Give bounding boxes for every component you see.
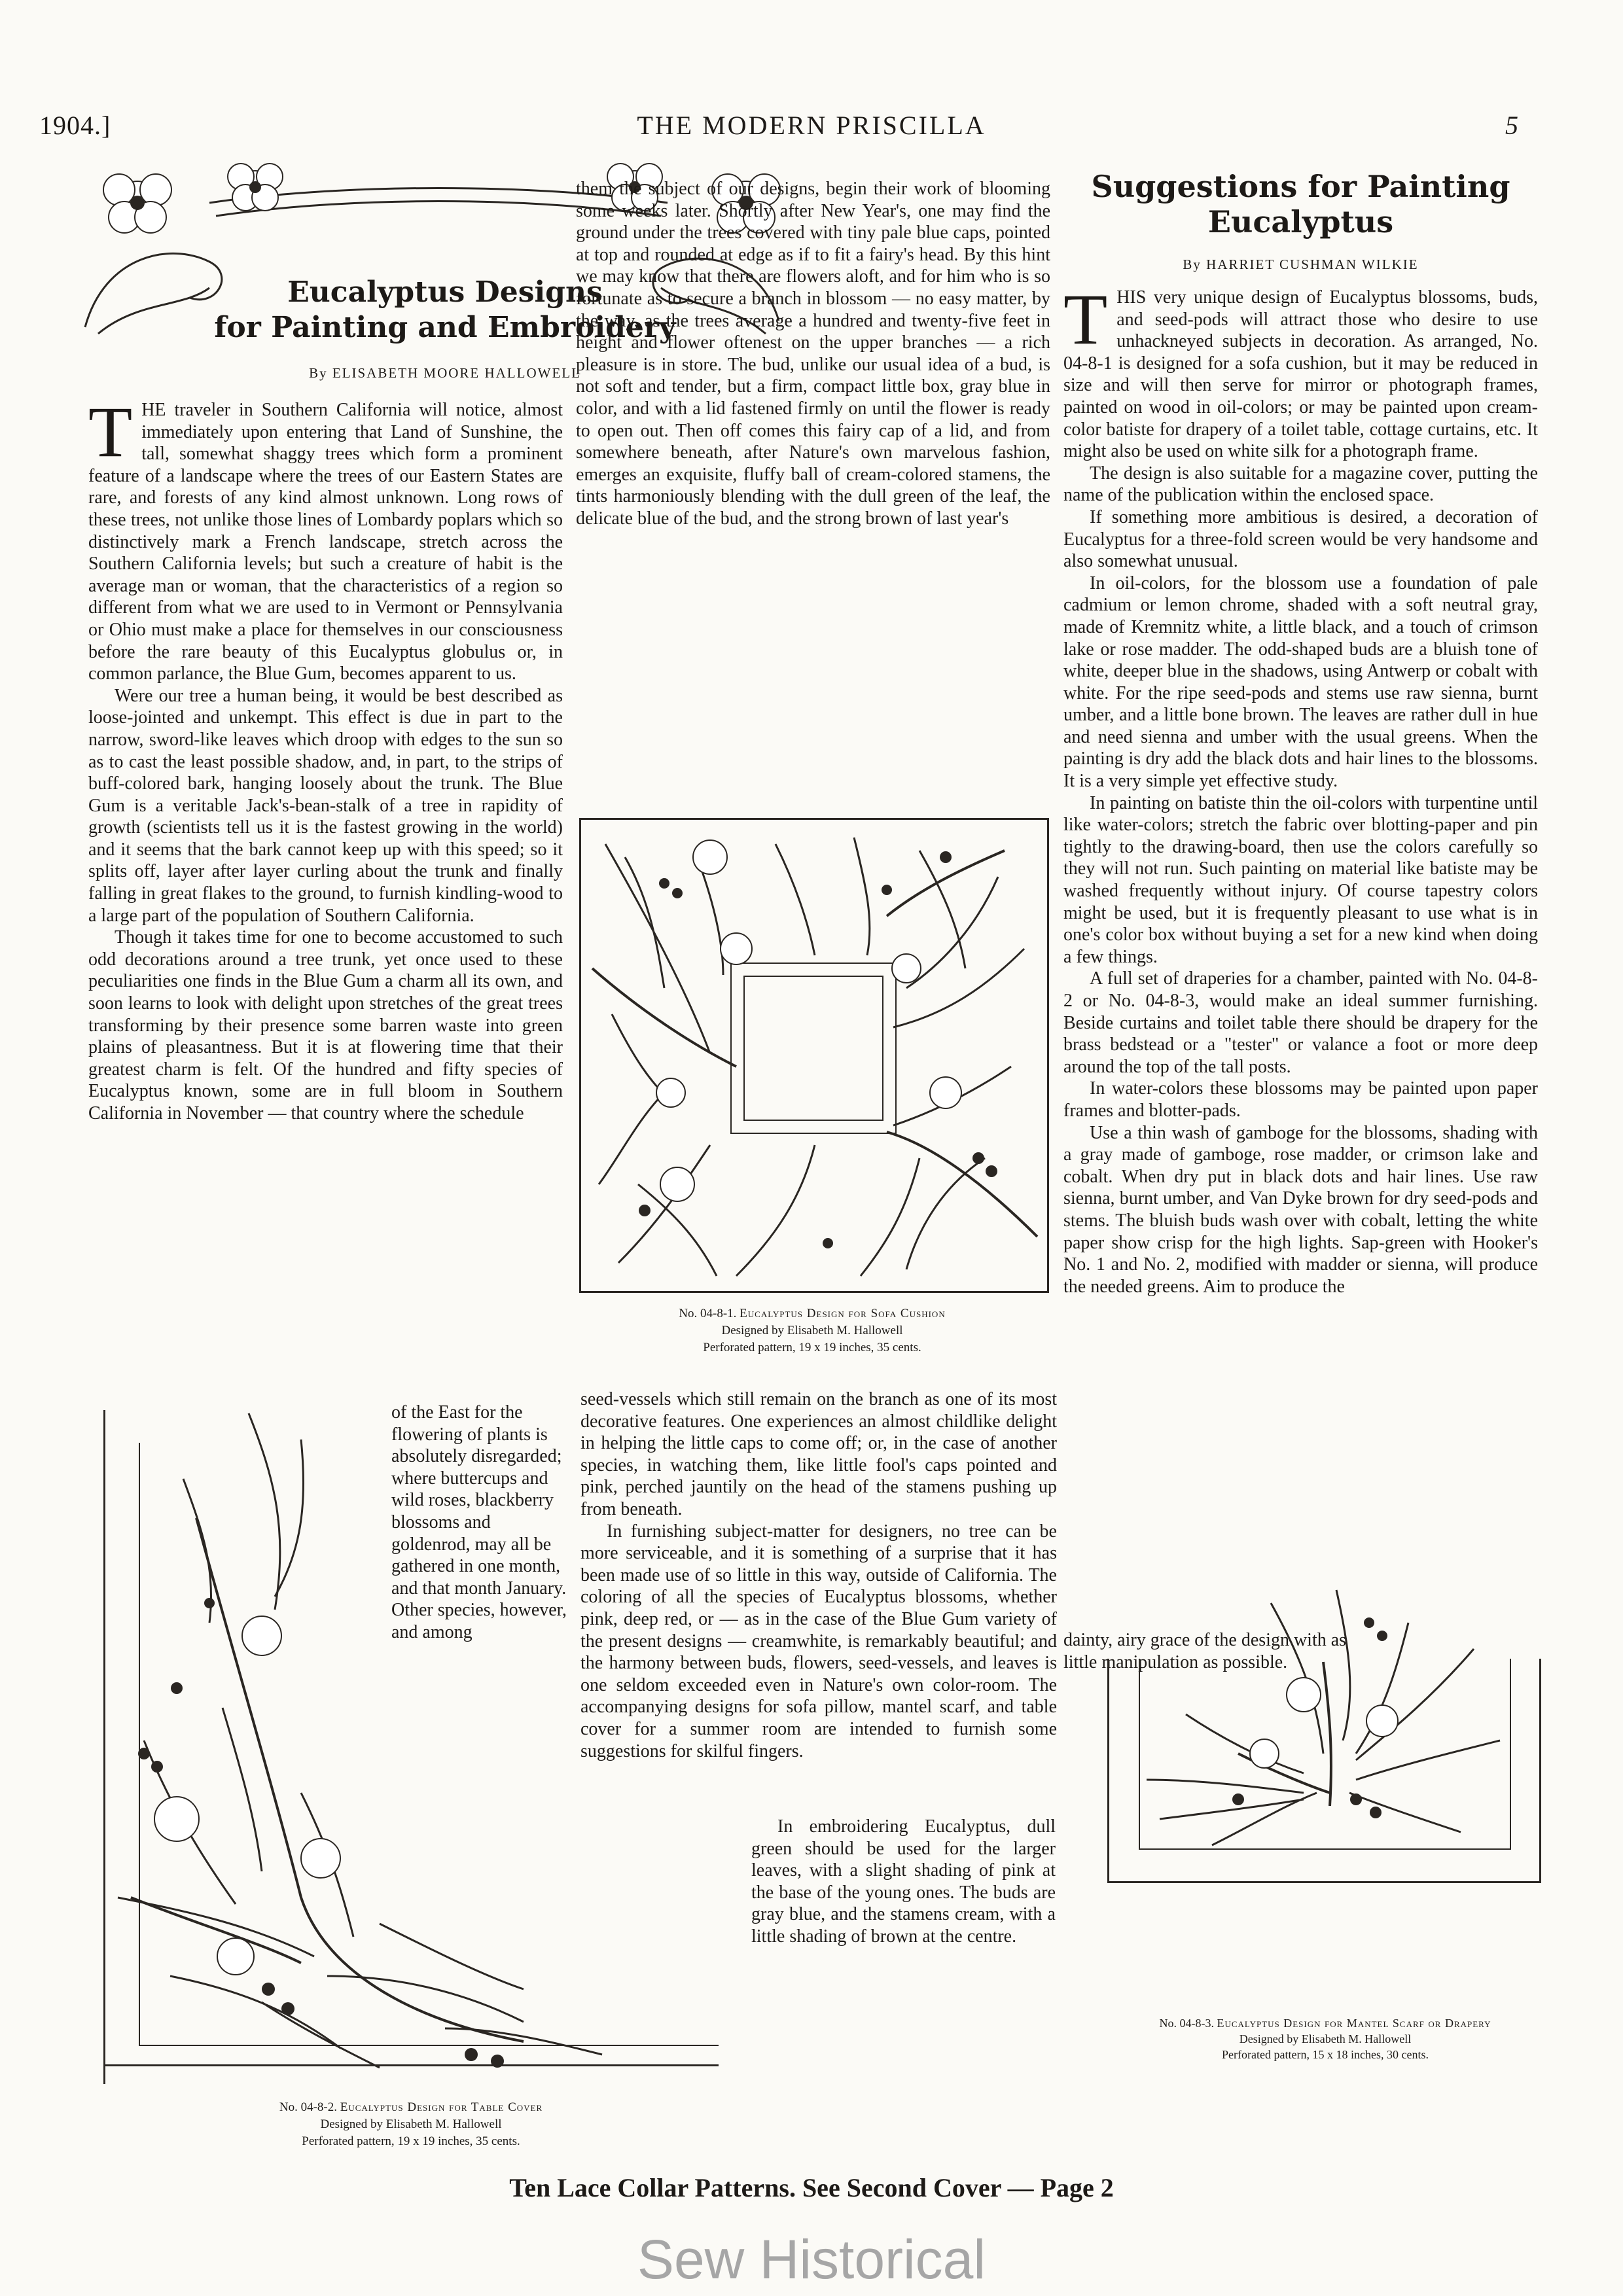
figure-pattern: Perforated pattern, 15 x 18 inches, 30 cents. bbox=[1222, 2048, 1429, 2061]
watermark: Sew Historical bbox=[637, 2229, 986, 2290]
figure-mantel-scarf-caption bbox=[1096, 2015, 1554, 2062]
article1-title-line1: Eucalyptus Designs bbox=[287, 275, 603, 309]
article2-title-line1: Suggestions for Painting bbox=[1091, 169, 1510, 204]
article1-dropcap: T bbox=[88, 399, 133, 472]
article2-dropcap: T bbox=[1063, 287, 1108, 359]
figure-number: No. 04-8-2. bbox=[279, 2100, 337, 2114]
figure-pattern: Perforated pattern, 19 x 19 inches, 35 cents. bbox=[703, 1341, 921, 1354]
figure-designer: Designed by Elisabeth M. Hallowell bbox=[320, 2117, 502, 2131]
article1-paragraph: of the East for the flowering of plants is absolutely disregarded; where buttercups and wild roses, blackberry blossoms and goldenrod, may all be gathered in one month, and that month January. Other species, however, and among bbox=[391, 1402, 567, 1642]
article2-paragraph: In oil-colors, for the blossom use a foundation of pale cadmium or lemon chrome, shaded with a soft neutral gray, made of Kremnitz white, a little black, and a touch of crimson lake or rose madder. The odd-shaped buds are a bluish tone of white, deeper blue in the shadows, using Antwerp or cobalt with white. For the ripe seed-pods and stems use raw sienna, burnt umber, and a little bone brown. The leaves are rather dull in hue and need sienna and umber with the usual greens. When the painting is dry add the black dots and hair lines to the blossoms. It is a very simple yet effective study. bbox=[1063, 573, 1538, 792]
figure-table-cover-caption bbox=[103, 2099, 719, 2150]
article2-paragraph: The design is also suitable for a magazine cover, putting the name of the publication within the enclosed space. bbox=[1063, 463, 1538, 506]
article2-paragraph: A full set of draperies for a chamber, painted with No. 04-8-2 or No. 04-8-3, would make an ideal summer furnishing. Beside curtains and toilet table there should be drapery for the brass bedstead or a "tester" or valance a foot or more deep around the top of the tall posts. bbox=[1063, 968, 1538, 1077]
article2-title bbox=[1063, 169, 1538, 239]
article1-paragraph: In furnishing subject-matter for designers, no tree can be more serviceable, and it is something of a surprise that it has been made use of so little in this way, outside of California. The coloring of all the species of Eucalyptus blossoms, whether pink, deep red, or — as in the case of the Blue Gum variety of the present designs — creamwhite, is remarkably beautiful; and the harmony between buds, flowers, seed-vessels, and leaves is one seldom exceeded even in Nature's own color-room. The accompanying designs for sofa pillow, mantel scarf, and table cover for a summer room are intended to furnish some suggestions for skilful fingers. bbox=[580, 1521, 1057, 1761]
article2-paragraph: In water-colors these blossoms may be painted upon paper frames and blotter-pads. bbox=[1063, 1078, 1538, 1121]
article1-column2-top bbox=[576, 178, 1050, 800]
article1-paragraph: Were our tree a human being, it would be best described as loose-jointed and unkempt. This effect is due in part to the narrow, sword-like leaves which droop with edges to the sun so as to cast the least possible shadow, and, in part, to the strips of buff-colored bark, hanging loosely about the trunk. The Blue Gum is a veritable Jack's-bean-stalk of a tree in rapidity of growth (scientists tell us it is the fastest growing in the world) and it seems that the bark cannot keep up with this speed; so it splits off, layer after layer curling about the trunk and finally falling in great flakes to the ground, to furnish kindling-wood to a large part of the population of Southern California. bbox=[88, 685, 563, 926]
article1-column2-end bbox=[751, 1816, 1056, 2091]
eucalyptus-branch-illustration bbox=[1107, 1583, 1539, 1884]
magazine-title: THE MODERN PRISCILLA bbox=[637, 111, 986, 140]
year-label: 1904.] bbox=[39, 111, 111, 140]
article2-column bbox=[1063, 287, 1538, 1625]
article2-paragraph: If something more ambitious is desired, a decoration of Eucalyptus for a three-fold screen would be very handsome and also somewhat unusual. bbox=[1063, 506, 1538, 572]
article2-paragraph: Use a thin wash of gamboge for the blossoms, shading with a gray made of gamboge, rose madder, or crimson lake and cobalt. When dry put in black dots and hair lines. Use raw sienna, burnt umber, and Van Dyke brown for dry seed-pods and stems. The bluish buds wash over with cobalt, letting the white paper show crisp for the high lights. Sap-green with Hooker's No. 1 and No. 2, modified with madder or sienna, will produce the needed greens. Aim to produce the bbox=[1063, 1122, 1538, 1297]
figure-sofa-cushion-caption bbox=[579, 1305, 1045, 1356]
mantel-scarf-right-border bbox=[1539, 1659, 1541, 1881]
figure-title: Eucalyptus Design for Table Cover bbox=[340, 2100, 543, 2114]
page-number: 5 bbox=[1505, 111, 1519, 140]
article1-paragraph: HE traveler in Southern California will notice, almost immediately upon entering that Land of Sunshine, the tall, somewhat shaggy trees which form a prominent feature of a landscape where the trees of our Eastern States are rare, and forests of any kind almost unknown. Long rows of these trees, not unlike those lines of Lombardy poplars which so distinctively mark a French landscape, stretch across the Southern California levels; but such a creature of habit is the average man or woman, that the characteristics of a region so different from what we are used to in Vermont or Pennsylvania or Ohio must make a place for themselves in our consciousness before the rare beauty of this Eucalyptus globulus or, in common parlance, the Blue Gum, becomes apparent to us. bbox=[88, 400, 563, 684]
article1-paragraph: In embroidering Eucalyptus, dull green should be used for the larger leaves, with a slight shading of pink at the base of the young ones. The buds are gray blue, and the stamens cream, with a little shading of brown at the centre. bbox=[751, 1816, 1056, 1947]
blossom-icon-center-left bbox=[228, 164, 283, 211]
article2-title-line2: Eucalyptus bbox=[1207, 204, 1394, 239]
article2-paragraph: dainty, airy grace of the design with as little manipulation as possible. bbox=[1063, 1630, 1347, 1672]
article2-paragraph: HIS very unique design of Eucalyptus blossoms, buds, and seed-pods will attract those who desire to use unhackneyed subjects in decoration. As arranged, No. 04-8-1 is designed for a sofa cushion, but it may be reduced in size and will then serve for mirror or photograph frames, painted on wood in oil-colors; or may be painted upon cream-color batiste for drapery of a toilet table, cottage curtains, etc. It might also be used on white silk for a photograph frame. bbox=[1063, 287, 1538, 462]
article1-paragraph: seed-vessels which still remain on the branch as one of its most decorative features. One experiences an almost childlike delight in helping the little caps to come off; or, in the case of another species, in watching them, like little fool's caps pointed and pink, perched jauntily on the head of the stamens pushing up from beneath. bbox=[580, 1389, 1057, 1519]
figure-pattern: Perforated pattern, 19 x 19 inches, 35 cents. bbox=[302, 2134, 520, 2148]
figure-designer: Designed by Elisabeth M. Hallowell bbox=[1239, 2032, 1412, 2045]
eucalyptus-branch-illustration bbox=[105, 1400, 759, 2081]
figure-title: Eucalyptus Design for Mantel Scarf or Drapery bbox=[1217, 2017, 1491, 2030]
article1-paragraph: them the subject of our designs, begin their work of blooming some weeks later. Shortly after New Year's, one may find the ground under the trees covered with tiny pale blue caps, pointed at top and rounded at edge as if to fit a fairy's head. By this hint we may know that there are flowers aloft, and for him who is so fortunate as to secure a branch in blossom — no easy matter, by the way, as the trees average a hundred and twenty-five feet in height and flower oftenest on the upper branches — a rich pleasure is in store. The bud, unlike our usual idea of a bud, is not soft and tender, but a firm, compact little box, gray blue in color, and with a lid fastened firmly on until the flower is ready to open out. Then off comes this fairy cap of a lid, and from somewhere beneath, after Nature's own marvelous fashion, emerges an exquisite, fluffy ball of cream-colored stamens, the tints harmoniously blending with the dull green of the leaf, the delicate blue of the bud, and the strong brown of last year's bbox=[576, 179, 1050, 529]
article1-byline: By ELISABETH MOORE HALLOWELL bbox=[309, 365, 581, 381]
figure-number: No. 04-8-1. bbox=[679, 1307, 737, 1320]
eucalyptus-branch-illustration bbox=[579, 818, 1045, 1289]
article1-paragraph: Though it takes time for one to become accustomed to such odd decorations around a tree trunk, yet once used to these peculiarities one finds in the Blue Gum a charm all its own, and soon learns to look with delight upon stretches of the great trees transforming by their presence some barren waste into green plains of pleasantness. But it is at flowering time that their greatest charm is felt. Of the hundred and fifty species of Eucalyptus known, some are in full bloom in Southern California in November — that country where the schedule bbox=[88, 927, 563, 1123]
article1-column1 bbox=[88, 399, 563, 1407]
figure-designer: Designed by Elisabeth M. Hallowell bbox=[721, 1324, 903, 1337]
article2-byline: By HARRIET CUSHMAN WILKIE bbox=[1183, 256, 1419, 272]
figure-title: Eucalyptus Design for Sofa Cushion bbox=[740, 1307, 946, 1320]
figure-number: No. 04-8-3. bbox=[1159, 2017, 1214, 2030]
article1-title-line2: for Painting and Embroidery bbox=[214, 311, 676, 344]
blossom-icon-left bbox=[103, 174, 171, 233]
article2-paragraph: In painting on batiste thin the oil-colors with turpentine until like water-colors; stretch the fabric over blotting-paper and pin tightly to the drawing-board, then use the colors carefully so they will not run. Such painting on material like batiste may be washed frequently without injury. Of course tapestry colors might be used, but it is frequently pleasant to use what is in one's color box without buying a set for a new kind when doing a few things. bbox=[1063, 792, 1538, 967]
footer-ad[interactable]: Ten Lace Collar Patterns. See Second Cover — Page 2 bbox=[509, 2173, 1114, 2202]
